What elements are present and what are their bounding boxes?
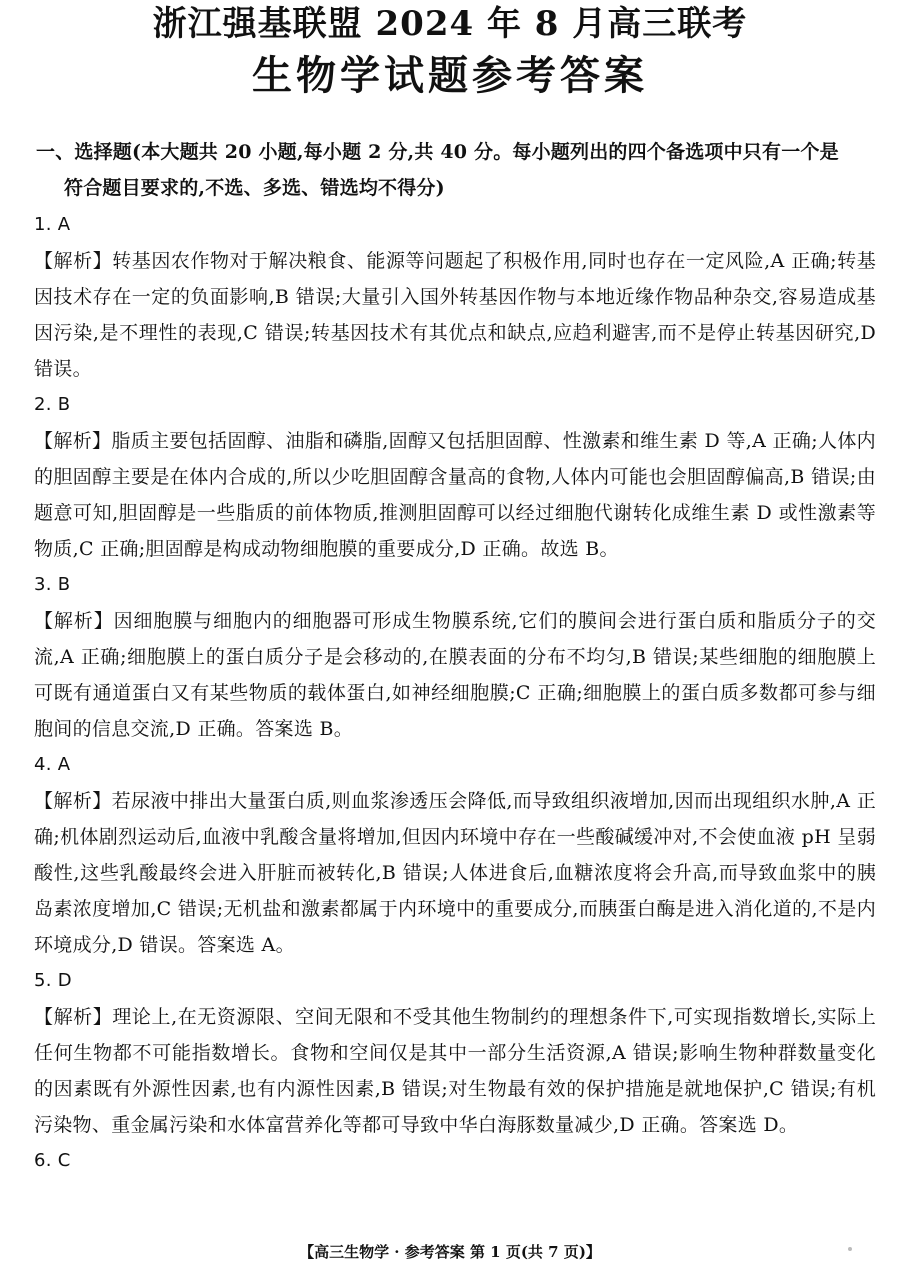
- question-number: 4. A: [34, 754, 71, 775]
- page-footer: 【高三生物学 · 参考答案 第 1 页(共 7 页)】: [299, 1243, 601, 1261]
- question-explanation: 【解析】因细胞膜与细胞内的细胞器可形成生物膜系统,它们的膜间会进行蛋白质和脂质分子的交流,A 正确;细胞膜上的蛋白质分子是会移动的,在膜表面的分布不均匀,B 错误;某些细胞的细胞膜上可既有通道蛋白又有某些物质的载体蛋白,如神经细胞膜;C 正确;细胞膜上的蛋白质多数都可参与细胞间的信息交流,D 正确。答案选 B。: [34, 610, 876, 740]
- question-number: 6. C: [34, 1150, 71, 1171]
- question-explanation: 【解析】转基因农作物对于解决粮食、能源等问题起了积极作用,同时也存在一定风险,A 正确;转基因技术存在一定的负面影响,B 错误;大量引入国外转基因作物与本地近缘作物品种杂交,容易造成基因污染,是不理性的表现,C 错误;转基因技术有其优点和缺点,应趋利避害,而不是停止转基因研究,D 错误。: [34, 250, 876, 380]
- question-number: 2. B: [34, 394, 71, 415]
- exam-subtitle: 生物学试题参考答案: [252, 52, 648, 99]
- question-explanation: 【解析】脂质主要包括固醇、油脂和磷脂,固醇又包括胆固醇、性激素和维生素 D 等,A 正确;人体内的胆固醇主要是在体内合成的,所以少吃胆固醇含量高的食物,人体内可能也会胆固醇偏高,B 错误;由题意可知,胆固醇是一些脂质的前体物质,推测胆固醇可以经过细胞代谢转化成维生素 D 或性激素等物质,C 正确;胆固醇是构成动物细胞膜的重要成分,D 正确。故选 B。: [34, 430, 876, 560]
- question-explanation: 【解析】理论上,在无资源限、空间无限和不受其他生物制约的理想条件下,可实现指数增长,实际上任何生物都不可能指数增长。食物和空间仅是其中一部分生活资源,A 错误;影响生物种群数量变化的因素既有外源性因素,也有内源性因素,B 错误;对生物最有效的保护措施是就地保护,C 错误;有机污染物、重金属污染和水体富营养化等都可导致中华白海豚数量减少,D 正确。答案选 D。: [34, 1006, 876, 1136]
- question-number: 1. A: [34, 214, 71, 235]
- question-item-1: [34, 207, 876, 387]
- question-number: 3. B: [34, 574, 71, 595]
- question-item-5: [34, 963, 876, 1143]
- exam-title: 浙江强基联盟 2024 年 8 月高三联考: [152, 4, 748, 44]
- question-item-3: [34, 567, 876, 747]
- question-number: 5. D: [34, 970, 72, 991]
- answers-list: [34, 207, 876, 1179]
- question-item-4: [34, 747, 876, 963]
- question-item-6: [34, 1143, 876, 1179]
- section-heading-line2: 符合题目要求的,不选、多选、错选均不得分): [64, 177, 445, 199]
- scan-mark: [848, 1247, 852, 1251]
- question-item-2: [34, 387, 876, 567]
- question-explanation: 【解析】若尿液中排出大量蛋白质,则血浆渗透压会降低,而导致组织液增加,因而出现组织水肿,A 正确;机体剧烈运动后,血液中乳酸含量将增加,但因内环境中存在一些酸碱缓冲对,不会使血液 pH 呈弱酸性,这些乳酸最终会进入肝脏而被转化,B 错误;人体进食后,血糖浓度将会升高,而导致血浆中的胰岛素浓度增加,C 错误;无机盐和激素都属于内环境中的重要成分,而胰蛋白酶是进入消化道的,不是内环境成分,D 错误。答案选 A。: [34, 790, 876, 956]
- section-heading: [36, 134, 876, 206]
- section-heading-line1: 一、选择题(本大题共 20 小题,每小题 2 分,共 40 分。每小题列出的四个备选项中只有一个是: [36, 141, 839, 163]
